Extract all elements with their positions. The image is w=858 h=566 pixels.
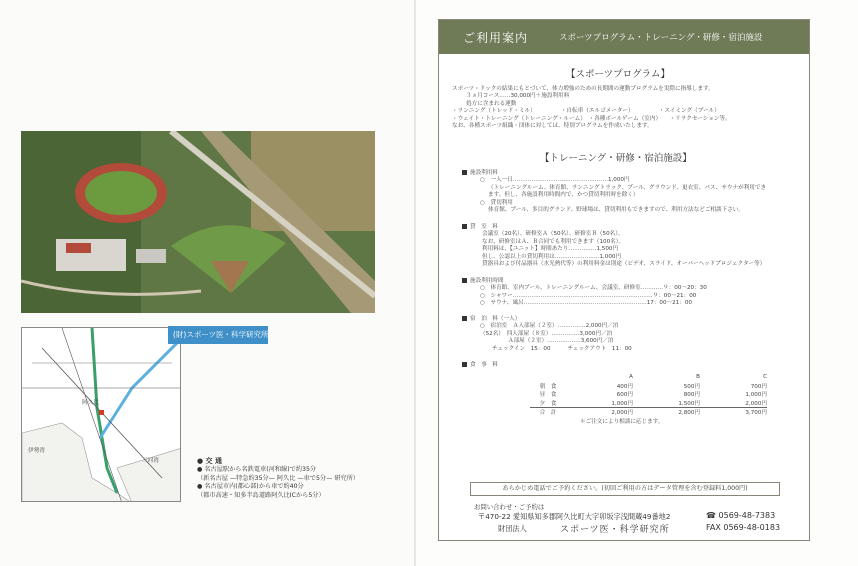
sport-program-text: スポーツ・ドックの結果にもとづいて、体力増強のための長期間の運動プログラムを実際に指導します。 ３ヵ月コース……30,000円＋施設利用料 処方に含まれる運動 ・ランニング（トレッド・ミル） ・自転車（エルゴメーター） ・スイミング（プール） ・ウェイト・トレーニング（トレーニング・ルーム） ・各種ボールゲーム（室内） ・リラクセーション等。 なお、各種スポーツ組織・団体に対しては、特別プログラムを作成いたします。 <box>452 86 731 130</box>
table-header-cell: B <box>696 374 700 381</box>
contact-address: 〒470-22 愛知県知多郡阿久比町大字卯坂字浅間蔵49番地2 <box>478 512 671 521</box>
header-title: ご利用案内 <box>463 31 529 45</box>
transport-line: ● 名古屋駅から名鉄電車(河和線)で約35分 <box>197 465 317 473</box>
hours-label: 施設利用時間 <box>470 278 504 284</box>
table-header-row <box>530 373 767 382</box>
header-bar <box>439 20 809 54</box>
meal-fee-label: 食 事 料 <box>470 362 498 368</box>
sport-program-title: 【スポーツプログラム】 <box>566 69 671 80</box>
fax-number: FAX 0569-48-0183 <box>706 523 781 532</box>
transport-line: （都市高速・知多半島道路阿久比ICから5分） <box>197 492 325 500</box>
table-header-cell: C <box>763 374 767 381</box>
bullet-icon <box>462 278 467 283</box>
map-label-akui: 阿久比 <box>82 400 99 406</box>
meal-fee-table <box>530 373 767 416</box>
header-subtitle: スポーツプログラム・トレーニング・研修・宿泊施設 <box>559 33 763 43</box>
facility-fee-label: 施設利用料 <box>470 170 498 176</box>
org-prefix: 財団法人 <box>498 524 527 533</box>
access-map <box>21 327 181 502</box>
room-fee-label: 貸 室 料 <box>470 224 498 230</box>
meal-note: ＊ご注文により相談に応じます。 <box>580 419 664 425</box>
transport-line: （新名古屋 —特急約35分— 阿久比 —車で5分— 研究所） <box>197 474 359 482</box>
transport-line: ● 名古屋市内(都心部)から車で約40分 <box>197 483 304 491</box>
bullet-icon <box>462 316 467 321</box>
room-fee-block: 貸 室 料 会議室（20名）、研修室Ａ（50名）、研修室Ｂ（50名）、 なお、研修室はＡ、Ｂ合同でも利用できます（100名）。 利用料は、【ユニット】時間あたり……………1,500円 但し、公認以上の貸切利用は……………………1,000円 貸器具および付品器具（水光熱代等）の利用料金は別途（ビデオ、スライド、オーバーヘッドプロジェクター等） <box>462 224 765 268</box>
table-row: 昼 食 600円 800円 1,000円 <box>539 392 767 399</box>
facility-fee-block: 施設利用料 ○ 一人一日……………………………………………1,000円 （トレーニングルーム、体育館、ランニングトラック、プール、グラウンド、更衣室、バス、サウナが利用でき ます。但し、各施設利用時間内で、かつ貸切利用時を除く） ○ 貸切利用 体育館、プール、多目的グランド、野球場は、貸切利用もできますので、利用方法などご相談下さい。 <box>462 170 766 214</box>
contact-label: お問い合わせ・ご予約は <box>474 503 545 511</box>
training-title: 【トレーニング・研修・宿泊施設】 <box>540 153 692 164</box>
org-name: スポーツ医・科学研究所 <box>560 525 670 535</box>
map-label-ise-bay: 伊勢湾 <box>28 448 45 454</box>
map-label-mikawa-bay: 三河湾 <box>142 458 159 464</box>
table-row: 夕 食 1,000円 1,500円 2,000円 <box>539 400 767 407</box>
table-row-total: 合 計 2,000円 2,800円 3,700円 <box>530 407 767 416</box>
bullet-icon <box>462 362 467 367</box>
reservation-notice: あらかじめ電話でご予約ください。(初回ご利用の方はデータ管理を含む登録料1,000円) <box>470 482 780 496</box>
hours-block: 施設利用時間 ○ 体育館、室内プール、トレーニングルーム、会議室、研修室…………９：00〜20：30 ○ シャワー…………………………………………………………………９：00〜21：00 ○ サウナ、風呂…………………………………………………………17：00〜21：00 <box>462 278 707 308</box>
meal-fee-header <box>462 362 498 369</box>
phone-number: ☎ 0569-48-7383 <box>706 511 776 520</box>
transport-info <box>197 457 412 501</box>
transport-title: ● 交 通 <box>197 457 222 465</box>
institute-badge: (財)スポーツ医・科学研究所 <box>168 326 268 344</box>
lodging-label: 宿 泊 料（一人） <box>470 316 521 322</box>
aerial-photo <box>21 131 375 313</box>
table-header-cell: A <box>629 374 633 381</box>
bullet-icon <box>462 224 467 229</box>
table-row: 朝 食 400円 500円 700円 <box>539 383 767 390</box>
lodging-block: 宿 泊 料（一人） ○ 宿泊室 Ａ人部屋（２室）……………2,000円／泊 （52名） 四人部屋（８室）……………3,000円／泊 Ａ部屋（２室）………………3,600円／泊 チェックイン 15：00 チェックアウト 11：00 <box>462 316 632 353</box>
bullet-icon <box>462 170 467 175</box>
